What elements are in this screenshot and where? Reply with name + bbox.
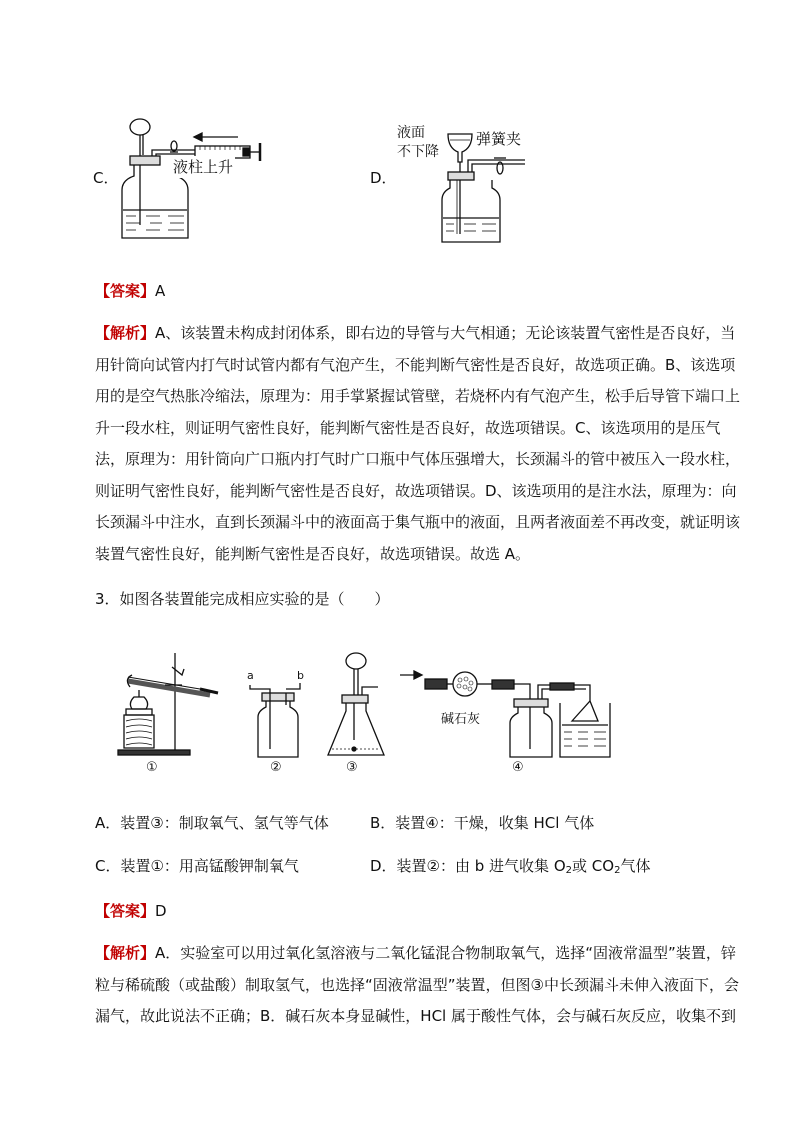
q2-answer — [95, 276, 165, 307]
analysis-line: 粒与稀硫酸（或盐酸）制取氢气，也选择“固液常温型”装置，但图③中长颈漏斗未伸入液面下，会 — [95, 975, 739, 994]
option-c-letter: C． — [93, 169, 119, 187]
q3-option-d: D．装置②：由 b 进气收集 $O_2$或 $CO_2$气体 — [370, 857, 651, 876]
q3-analysis — [95, 938, 739, 1033]
q2-analysis — [95, 318, 741, 570]
q3-answer — [95, 896, 167, 927]
apparatus-3-label: ③ — [346, 760, 358, 775]
q3-option-b: B．装置④：干燥，收集 HCl 气体 — [370, 814, 595, 832]
analysis-line: 【解析】A、该装置未构成封闭体系，即右边的导管与大气相通；无论该装置气密性是否良好，当 — [95, 324, 736, 342]
answer-tag: 【答案】 — [95, 902, 156, 920]
port-a-label: a — [247, 669, 254, 682]
apparatus-1-label: ① — [146, 760, 158, 775]
analysis-line: 则证明气密性良好，能判断气密性是否良好，故选项错误。D、该选项用的是注水法，原理为：向 — [95, 481, 737, 500]
analysis-line: 法，原理为：用针筒向广口瓶内打气时广口瓶中气体压强增大，长颈漏斗的管中被压入一段水柱， — [95, 450, 741, 468]
option-d-label-not-falling: 不下降 — [397, 144, 439, 160]
q3-option-a: A．装置③：制取氧气、氢气等气体 — [95, 814, 329, 832]
option-d-label-spring-clip: 弹簧夹 — [476, 130, 522, 148]
analysis-line: 漏气，故此说法不正确；B．碱石灰本身显碱性，HCl 属于酸性气体，会与碱石灰反应，收集不到 — [95, 1007, 736, 1025]
analysis-line: 【解析】A．实验室可以用过氧化氢溶液与二氧化锰混合物制取氧气，选择“固液常温型”装置，锌 — [95, 944, 736, 962]
analysis-line: 用的是空气热胀冷缩法，原理为：用手掌紧握试管壁，若烧杯内有气泡产生，松手后导管下端口上 — [95, 387, 741, 405]
analysis-line: 用针筒向试管内打气时试管内都有气泡产生，不能判断气密性是否良好，故选项正确。B、该选项 — [95, 355, 736, 374]
analysis-tag: 【解析】 — [95, 944, 156, 962]
apparatus-4-label: ④ — [512, 760, 524, 775]
analysis-line: 长颈漏斗中注水，直到长颈漏斗中的液面高于集气瓶中的液面，且两者液面差不再改变，就证明该 — [95, 513, 741, 531]
option-d-label-level: 液面 — [397, 125, 425, 141]
soda-lime-label: 碱石灰 — [441, 712, 481, 727]
option-d-letter: D． — [370, 169, 397, 187]
answer-value: A — [155, 282, 166, 300]
q3-stem: 3．如图各装置能完成相应实验的是（ ） — [95, 590, 390, 608]
analysis-line: 装置气密性良好，能判断气密性是否良好，故选项错误。故选 A。 — [95, 544, 531, 563]
analysis-tag: 【解析】 — [95, 324, 156, 342]
option-c-label: 液柱上升 — [173, 158, 234, 176]
q3-option-c: C．装置①：用高锰酸钾制氧气 — [95, 857, 299, 875]
analysis-line: 升一段水柱，则证明气密性良好，能判断气密性是否良好，故选项错误。C、该选项用的是压气 — [95, 418, 721, 437]
apparatus-2-label: ② — [270, 760, 282, 775]
answer-tag: 【答案】 — [95, 282, 156, 300]
apparatus-set-figure — [110, 645, 630, 780]
port-b-label: b — [297, 669, 304, 682]
answer-value: D — [155, 902, 167, 920]
